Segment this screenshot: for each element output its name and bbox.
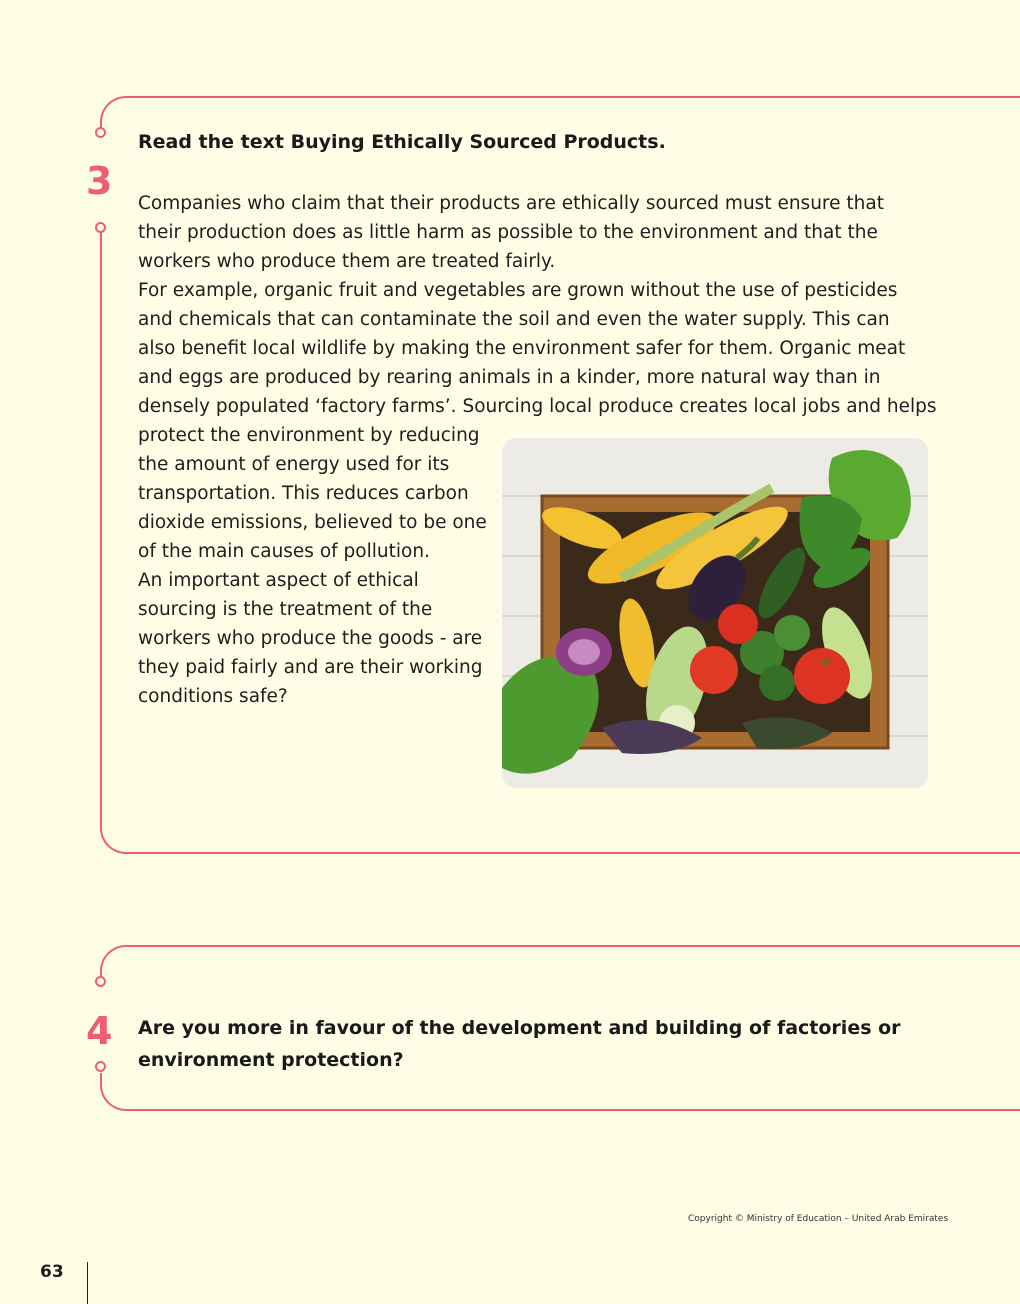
section-question: Are you more in favour of the development and building of factories or environment protection? (138, 1017, 901, 1071)
frame-ring-icon (95, 976, 106, 987)
frame-ring-icon (95, 127, 106, 138)
page-number-divider (87, 1262, 88, 1304)
vegetable-crate-image (502, 438, 928, 788)
copyright-notice: Copyright © Ministry of Education – United Arab Emirates (688, 1214, 949, 1224)
page-number: 63 (40, 1262, 64, 1282)
text-side-column: protect the environment by reducing the amount of energy used for its transportation. This reduces carbon dioxide emissions, believed to be one of the main causes of pollution. An important aspect of ethical sourcing is the treatment of the workers who produce the goods - are they paid fairly and are their working conditions safe? (138, 425, 487, 707)
frame-ring-icon (95, 222, 106, 233)
section-number: 3 (86, 159, 113, 203)
text-paragraph: Companies who claim that their products are ethically sourced must ensure that their production does as little harm as possible to the environment and that the workers who produce them are treated fairly. For example, organic fruit and vegetables are grown without the use of pesticides and chemicals that can contaminate the soil and even the water supply. This can also benefit local wildlife by making the environment safer for them. Organic meat and eggs are produced by rearing animals in a kinder, more natural way than in densely populated ‘factory farms’. Sourcing local produce creates local jobs and helps (138, 193, 937, 417)
section-instruction: Read the text Buying Ethically Sourced Products. (138, 131, 666, 153)
section-number: 4 (86, 1009, 113, 1053)
frame-ring-icon (95, 1061, 106, 1072)
